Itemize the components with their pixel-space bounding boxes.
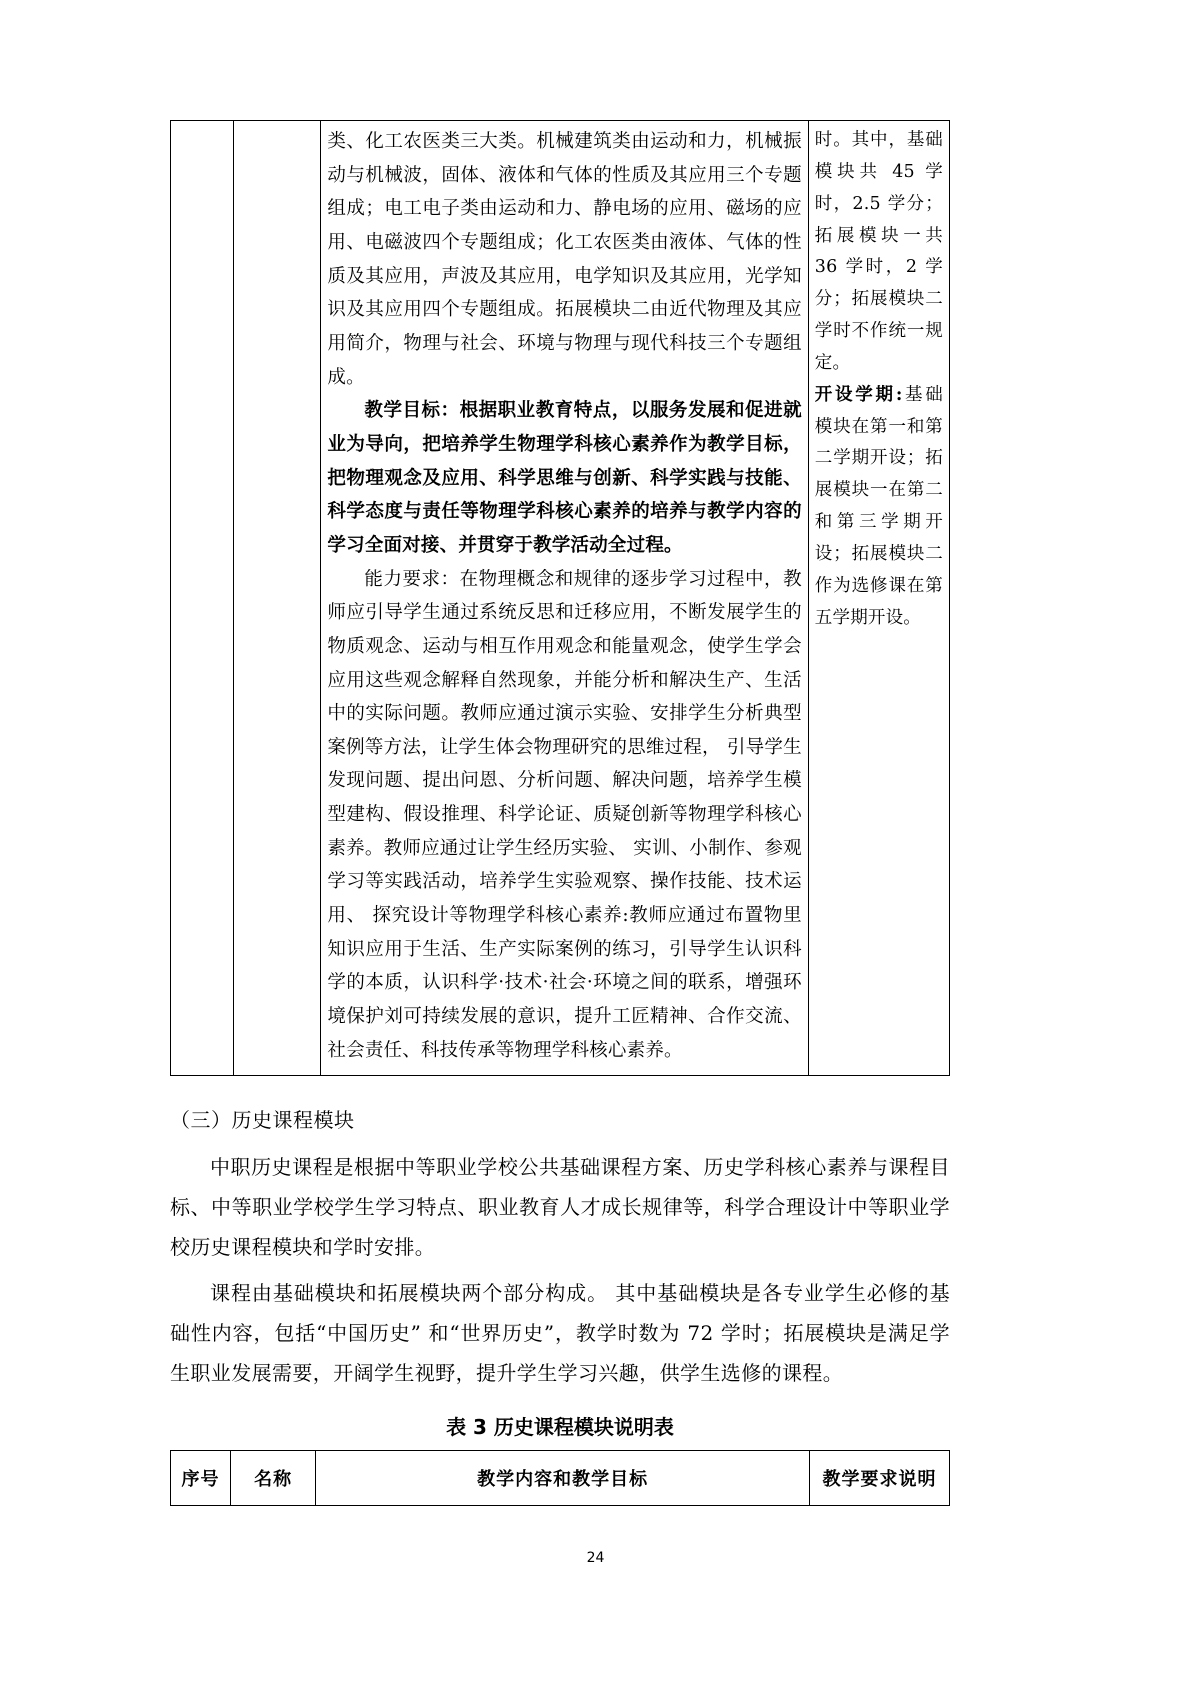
cell-name: [233, 121, 321, 1076]
content-paragraph-2: [327, 394, 801, 562]
page-number: 24: [586, 1550, 605, 1566]
header-teaching-content: 教学内容和教学目标: [316, 1451, 810, 1506]
history-module-table-header: [170, 1450, 950, 1506]
header-teaching-requirement: 教学要求说明: [809, 1451, 949, 1506]
cell-teaching-content: [321, 121, 808, 1076]
section-heading: （三）历史课程模块: [170, 1108, 355, 1133]
cell-sequence: [171, 121, 234, 1076]
requirement-text-2: 基础模块在第一和第二学期开设；拓展模块一在第二和第三学期开设；拓展模块二作为选修课在第五学期开设。: [814, 384, 943, 628]
table3-caption: 表 3 历史课程模块说明表: [446, 1415, 674, 1440]
header-name: 名称: [231, 1451, 316, 1506]
requirement-label: 开设学期:: [814, 384, 903, 405]
content-paragraph-3: 能力要求：在物理概念和规律的逐步学习过程中，教师应引导学生通过系统反思和迁移应用，不断发展学生的物质观念、运动与相互作用观念和能量观念，使学生学会应用这些观念解释自然现象，并能分析和解决生产、生活中的实际问题。教师应通过演示实验、安排学生分析典型案例等方法，让学生体会物理研究的思维过程， 引导学生发现问题、提出问恩、分析问题、解决问题，培养学生模型建构、假设推理、科学论证、质疑创新等物理学科核心素养。教师应通过让学生经历实验、 实训、小制作、参观学习等实践活动，培养学生实验观察、操作技能、技术运用、 探究设计等物理学科核心素养:教师应通过布置物里知识应用于生活、生产实际案例的练习，引导学生认识科学的本质，认识科学·技术·社会·环境之间的联系，增强环境保护刘可持续发展的意识，提升工匠精神、合作交流、社会责任、科技传承等物理学科核心素养。: [327, 568, 802, 1061]
teaching-goal-text: 教学目标：根据职业教育特点，以服务发展和促进就业为导向，把培养学生物理学科核心素养作为教学目标，把物理观念及应用、科学思维与创新、科学实践与技能、科学态度与责任等物理学科核心素养的培养与教学内容的学习全面对接、并贯穿于教学活动全过程。: [327, 400, 802, 556]
table-header-row: [171, 1451, 950, 1506]
section-paragraph-1: 中职历史课程是根据中等职业学校公共基础课程方案、历史学科核心素养与课程目标、中等职业学校学生学习特点、职业教育人才成长规律等，科学合理设计中等职业学校历史课程模块和学时安排。: [170, 1155, 950, 1260]
content-paragraph-1: 类、化工农医类三大类。机械建筑类由运动和力，机械振动与机械波，固体、液体和气体的性质及其应用三个专题组成；电工电子类由运动和力、静电场的应用、磁场的应用、电磁波四个专题组成；化工农医类由液体、气体的性质及其应用，声波及其应用，电学知识及其应用，光学知识及其应用四个专题组成。拓展模块二由近代物理及其应用简介，物理与社会、环境与物理与现代科技三个专题组成。: [327, 131, 802, 388]
table-row: [171, 121, 950, 1076]
physics-module-table-continued: [170, 120, 950, 1076]
requirement-text-1: 时。其中，基础模块共 45 学时，2.5 学分；拓展模块一共 36 学时，2 学分；拓展模块二学时不作统一规定。: [814, 130, 943, 373]
header-sequence: 序号: [171, 1451, 231, 1506]
section-paragraph-2: 课程由基础模块和拓展模块两个部分构成。 其中基础模块是各专业学生必修的基础性内容，包括“中国历史” 和“世界历史”，教学时数为 72 学时；拓展模块是满足学生职业发展需要，开阔学生视野，提升学生学习兴趣，供学生选修的课程。: [170, 1281, 950, 1386]
page-content: [170, 120, 950, 1506]
cell-teaching-requirement: [808, 121, 949, 1076]
